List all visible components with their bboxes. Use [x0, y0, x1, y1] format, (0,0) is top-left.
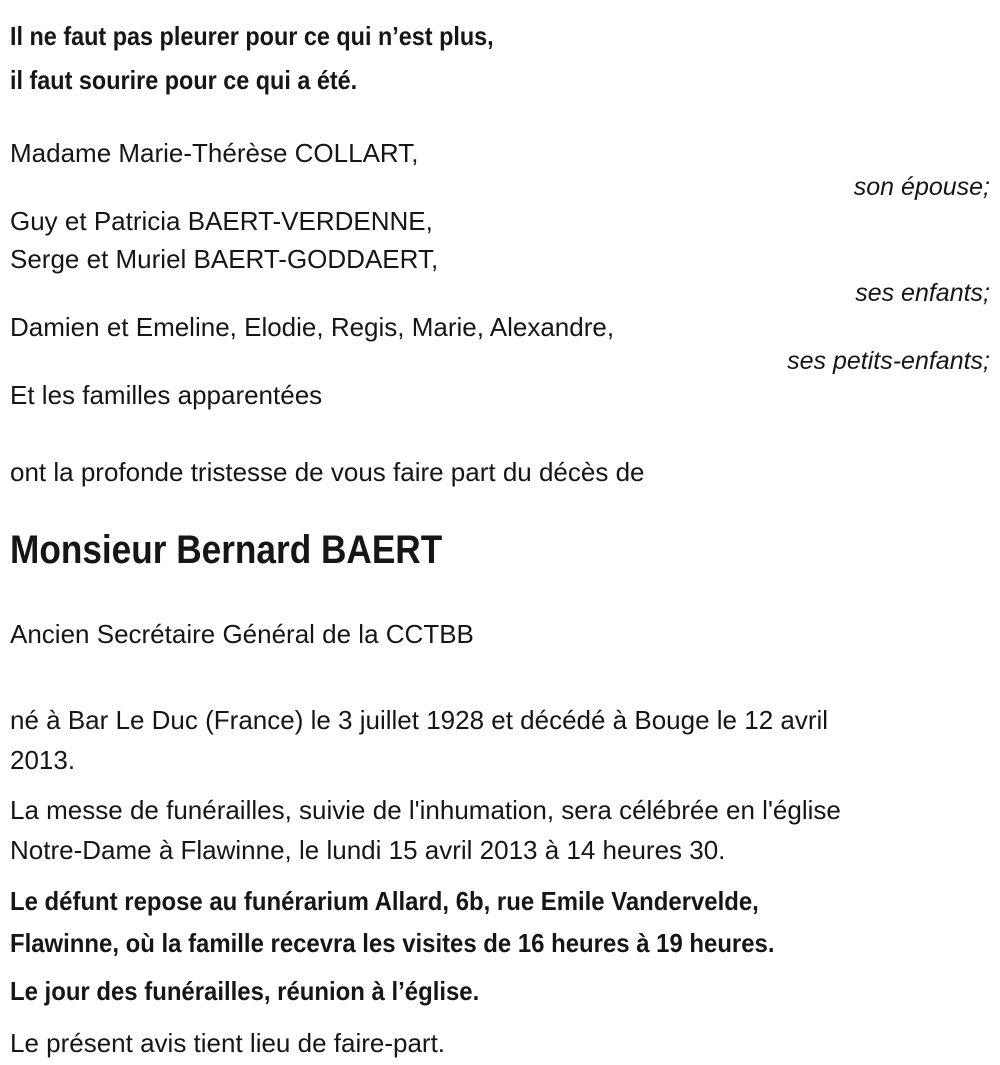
gathering-paragraph: [10, 970, 912, 1012]
visitation-paragraph: [10, 880, 912, 964]
opening-quote-line-1: Il ne faut pas pleurer pour ce qui n’est plus,: [10, 21, 494, 51]
relation-label-grandchildren: ses petits-enfants;: [787, 347, 990, 375]
family-related-families: Et les familles apparentées: [10, 380, 323, 410]
opening-quote-line-2: il faut sourire pour ce qui a été.: [10, 65, 358, 95]
deceased-title: Ancien Secrétaire Général de la CCTBB: [10, 619, 474, 649]
relation-label-spouse: son épouse;: [853, 173, 990, 201]
family-member-grandchildren: Damien et Emeline, Elodie, Regis, Marie, Alexandre,: [10, 312, 615, 342]
closing-paragraph: [10, 1023, 990, 1063]
gathering-line-1: Le jour des funérailles, réunion à l’église.: [10, 976, 480, 1006]
family-member-child-2: Serge et Muriel BAERT-GODDAERT,: [10, 244, 439, 274]
life-dates-paragraph: [10, 700, 990, 780]
deceased-name: Monsieur Bernard BAERT: [10, 528, 443, 572]
ceremony-line-2: Notre-Dame à Flawinne, le lundi 15 avril 2013 à 14 heures 30.: [10, 835, 726, 865]
announcement-line: ont la profonde tristesse de vous faire part du décès de: [10, 457, 645, 487]
visitation-line-2: Flawinne, où la famille recevra les visites de 16 heures à 19 heures.: [10, 928, 775, 958]
life-dates-line-1: né à Bar Le Duc (France) le 3 juillet 1928 et décédé à Bouge le 12 avril: [10, 705, 829, 735]
family-member-child-1: Guy et Patricia BAERT-VERDENNE,: [10, 206, 433, 236]
ceremony-line-1: La messe de funérailles, suivie de l'inhumation, sera célébrée en l'église: [10, 795, 841, 825]
life-dates-line-2: 2013.: [10, 745, 76, 775]
family-list: [10, 134, 990, 414]
relation-label-children: ses enfants;: [855, 279, 990, 307]
family-member-spouse: Madame Marie-Thérèse COLLART,: [10, 138, 419, 168]
ceremony-paragraph: [10, 790, 990, 870]
closing-line-1: Le présent avis tient lieu de faire-part.: [10, 1028, 446, 1058]
visitation-line-1: Le défunt repose au funérarium Allard, 6b, rue Emile Vandervelde,: [10, 886, 759, 916]
opening-quote: [10, 14, 892, 102]
